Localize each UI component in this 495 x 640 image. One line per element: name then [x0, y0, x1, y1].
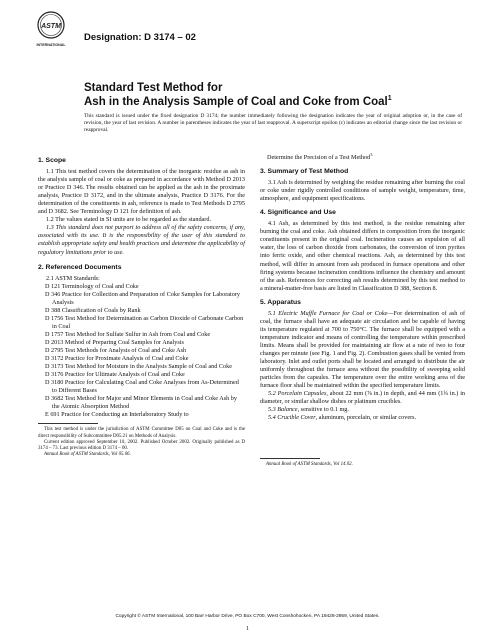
svg-text:ASTM: ASTM — [41, 23, 61, 30]
footnote-divider — [260, 458, 320, 459]
para-5-3-label: 5.3 Balance — [268, 406, 298, 414]
ref-item: E 691 Practice for Conducting an Interlaboratory Study to — [45, 411, 189, 419]
title-line-1: Standard Test Method for — [84, 82, 223, 94]
copyright-footer: Copyright © ASTM International, 100 Barr Harbor Drive, PO Box C700, West Conshohocken, PA 19428-2959, United States. — [115, 614, 380, 619]
astm-logo — [36, 10, 66, 50]
standard-notice: This standard is issued under the fixed designation D 3174; the number immediately following the designation indicates the year of original adoption or, in the case of revision, the year of last revision. A number in parentheses indicates the year of last reapproval. A superscript epsilon (ε) indicates an editorial change since the last revision or reapproval. — [84, 113, 462, 134]
title-footnote-mark: 1 — [387, 95, 392, 103]
para-4-1: 4.1 Ash, as determined by this test method, is the residue remaining after burning the coal and coke. Ash obtained differs in composition from the inorganic constituents present in the original coal. Incineration causes an expulsion of all water, the loss of carbon dioxide from carbonates, the conversion of iron pyrites into ferric oxide, and other chemical reactions. Ash, as determined by this test method, will differ in amount from ash produced in furnace operations and other firing systems because incineration conditions influence the chemistry and amount of the ash. References for correcting ash results determined by this test method to a mineral-matter-free basis are listed in Classification D 388, Section 8. — [260, 220, 465, 292]
left-column — [38, 154, 245, 458]
section-4-heading: 4. Significance and Use — [260, 209, 336, 217]
para-5-1-text: —For determination of ash of coal, the furnace shall have an adequate air circulation and be capable of having its temperature regulated at 700 to 750°C. The furnace shall be equipped with a temperature indicator and means of controlling the temperature within prescribed limits. Means shall be provided for maintaining air flow at a rate of two to four changes per minute (see Fig. 1 and Fig. 2). Combustion gases shall be vented from laboratory. Inlet and outlet ports shall be located and arranged to distribute the air uniformly throughout the furnace area without the possibility of sweeping solid particles from the capsules. The temperature over the entire working area of the furnace floor shall be maintained within the specified temperature limits. — [260, 309, 466, 390]
page-number: 1 — [246, 626, 249, 632]
para-5-1-label: 5.1 Electric Muffle Furnace for Coal or Coke — [268, 309, 388, 317]
right-column — [260, 151, 466, 469]
designation: Designation: D 3174 – 02 — [84, 32, 196, 43]
title-line-2-text: Ash in the Analysis Sample of Coal and Coke from Coal — [84, 96, 388, 108]
para-1-3: 1.3 This standard does not purport to address all of the safety concerns, if any, associated with its use. It is the responsibility of the user of this standard to establish appropriate safety and health practices and determine the applicability of regulatory limitations prior to use. — [38, 224, 245, 256]
para-5-4 — [260, 414, 465, 422]
ref-item: D 3180 Practice for Calculating Coal and Coke Analyses from As-Determined to Different Bases — [45, 379, 239, 395]
para-5-2-label: 5.2 Porcelain Capsules — [268, 390, 327, 398]
para-5-1 — [260, 310, 465, 390]
section-1-heading: 1. Scope — [38, 157, 66, 164]
ref-continuation-text: Determine the Precision of a Test Method — [267, 154, 371, 161]
para-5-4-text: , aluminum, porcelain, or similar covers. — [315, 414, 417, 422]
para-5-3 — [260, 406, 465, 414]
ref-item: D 1756 Test Method for Determination as Carbon Dioxide of Carbonate Carbon in Coal — [45, 314, 244, 330]
ref-item: D 3682 Test Method for Major and Minor Elements in Coal and Coke Ash by the Atomic Absorption Method — [45, 395, 237, 411]
ref-footnote-mark: 3 — [370, 151, 373, 157]
ref-item: D 3176 Practice for Ultimate Analysis of Coal and Coke — [45, 371, 185, 379]
para-5-2 — [260, 390, 465, 406]
para-1-1: 1.1 This test method covers the determination of the inorganic residue as ash in the analysis sample of coal or coke as prepared in accordance with Method D 2013 or Practice D 346. The results obtained can be applied as the ash in the proximate analysis, Practice D 3172, and in the ultimate analysis, Practice D 3176. For the determination of the constituents in ash, reference is made to Test Methods D 2795 and D 3682. See Terminology D 121 for definition of ash. — [38, 168, 245, 216]
ref-item: D 121 Terminology of Coal and Coke — [45, 282, 139, 290]
section-3-heading: 3. Summary of Test Method — [260, 168, 349, 176]
para-5-2-text: , about 22 mm (⅞ in.) in depth, and 44 mm (1¾ in.) in diameter, or similar shallow dishes or platinum crucibles. — [260, 390, 466, 406]
title-line-2 — [84, 95, 464, 109]
ref-item: D 1757 Test Method for Sulfate Sulfur in Ash from Coal and Coke — [45, 330, 211, 338]
para-3-1: 3.1 Ash is determined by weighing the residue remaining after burning the coal or coke under rigidly controlled conditions of sample weight, temperature, time, atmosphere, and equipment specifications. — [260, 179, 465, 203]
ref-item: D 2795 Test Methods for Analysis of Coal and Coke Ash — [45, 347, 187, 355]
ref-item: D 3173 Test Method for Moisture in the Analysis Sample of Coal and Coke — [45, 363, 232, 371]
ref-continuation — [260, 151, 465, 162]
ref-item: D 346 Practice for Collection and Preparation of Coke Samples for Laboratory Analysis — [45, 290, 241, 306]
section-5-heading: 5. Apparatus — [260, 298, 301, 306]
svg-text:INTERNATIONAL: INTERNATIONAL — [36, 43, 66, 47]
para-1-2: 1.2 The values stated in SI units are to be regarded as the standard. — [46, 216, 212, 224]
ref-item: D 2013 Method of Preparing Coal Samples for Analysis — [45, 338, 184, 346]
ref-item: D 388 Classification of Coals by Rank — [45, 306, 141, 314]
ref-item: D 3172 Practice for Proximate Analysis of Coal and Coke — [45, 355, 189, 363]
para-5-3-text: , sensitive to 0.1 mg. — [297, 406, 349, 414]
para-2-1: 2.1 ASTM Standards: — [46, 274, 100, 282]
astm-logo-icon — [36, 10, 66, 50]
document-title — [84, 81, 464, 109]
footnote-1: This test method is under the jurisdiction of ASTM Committee D05 on Coal and Coke and is the direct responsibility of Subcommittee D05.21 on Methods of Analysis. — [38, 427, 245, 439]
para-5-4-label: 5.4 Crucible Cover — [268, 414, 316, 422]
footnote-divider — [38, 423, 98, 424]
footnote-2: Annual Book of ASTM Standards, Vol 05.06. — [44, 452, 131, 458]
footnote-1b: Current edition approved September 10, 2002. Published October 2002. Originally published as D 3174 – 73. Last previous edition D 3174 – 00. — [38, 439, 245, 452]
footnote-3: Annual Book of ASTM Standards, Vol 14.02. — [266, 462, 353, 468]
section-2-heading: 2. Referenced Documents — [38, 263, 122, 271]
